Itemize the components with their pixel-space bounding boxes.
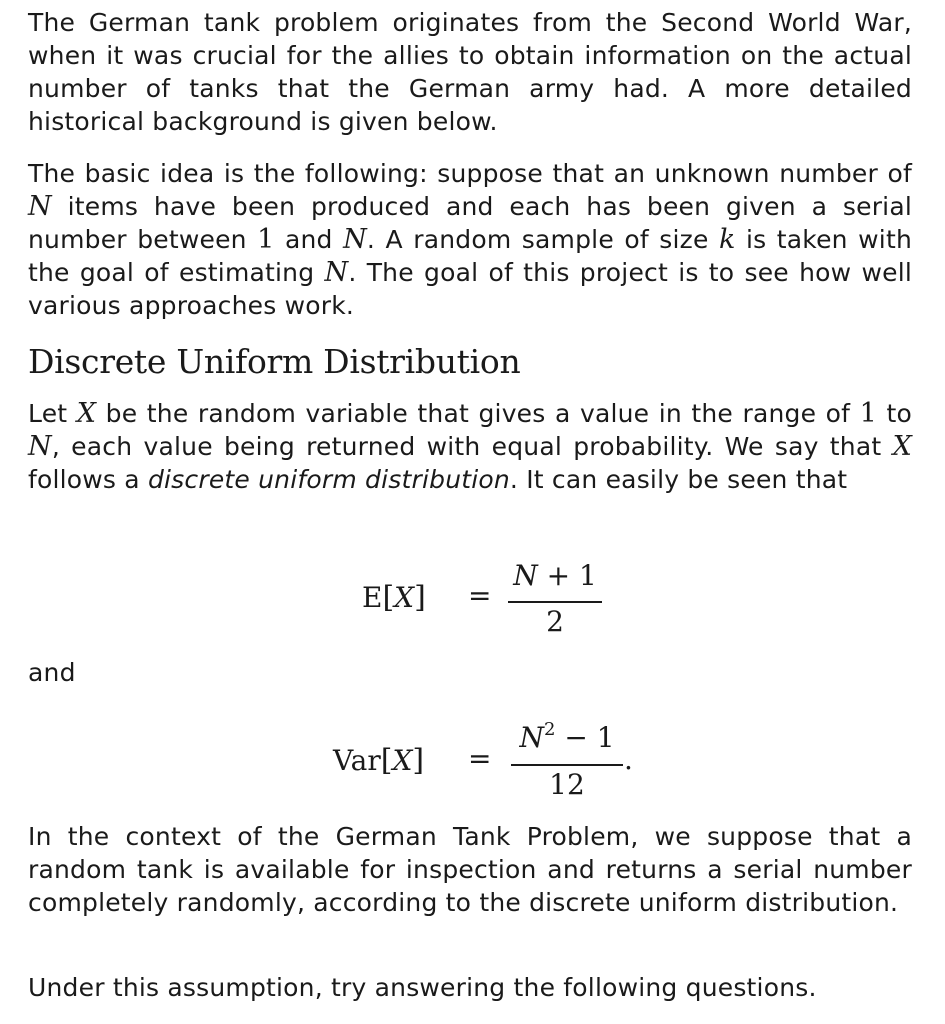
exponent: 2 bbox=[543, 719, 556, 740]
fraction-numerator bbox=[511, 721, 623, 754]
math-var-N: N bbox=[519, 721, 544, 754]
numerator-rest: − 1 bbox=[555, 721, 615, 754]
connector-text: and bbox=[28, 658, 76, 687]
section-paragraph-1 bbox=[28, 397, 912, 496]
numerator-rest: + 1 bbox=[537, 559, 597, 592]
math-number-1: 1 bbox=[859, 398, 878, 429]
math-var-X: X bbox=[892, 431, 912, 462]
math-var-N: N bbox=[28, 431, 52, 462]
operator-name: Var bbox=[333, 744, 381, 777]
math-var-k: k bbox=[718, 224, 736, 255]
section-heading: Discrete Uniform Distribution bbox=[28, 342, 521, 381]
math-var-X: X bbox=[392, 744, 413, 777]
text-run: items have been produced and each has been given a serial number between bbox=[28, 192, 912, 254]
left-bracket: [ bbox=[382, 580, 395, 615]
math-var-N: N bbox=[343, 224, 367, 255]
fraction-bar bbox=[511, 764, 623, 766]
fraction-bar bbox=[508, 601, 602, 603]
equals-sign: = bbox=[468, 742, 492, 775]
fraction-denominator: 2 bbox=[546, 605, 564, 638]
section-paragraph-2: In the context of the German Tank Problem, we suppose that a random tank is available for inspection and returns a serial number completely randomly, according to the discrete uniform distribution. bbox=[28, 822, 912, 917]
math-var-N: N bbox=[513, 559, 538, 592]
text-run: . The goal of this project is to see how well various approaches work. bbox=[28, 258, 913, 320]
math-var-X: X bbox=[76, 398, 97, 429]
equation-lhs bbox=[362, 580, 426, 615]
intro-paragraph-1: The German tank problem originates from the Second World War, when it was crucial for the allies to obtain information on the actual number of tanks that the German army had. A more detailed historical background is given below. bbox=[28, 8, 912, 136]
text-run: be the random variable that gives a value in the range of bbox=[96, 399, 860, 428]
left-bracket: [ bbox=[380, 743, 393, 778]
section-paragraph-3: Under this assumption, try answering the following questions. bbox=[28, 973, 817, 1002]
right-bracket: ] bbox=[412, 743, 425, 778]
text-run: is taken with the goal of estimating bbox=[28, 225, 912, 287]
text-run: Let bbox=[28, 399, 77, 428]
math-var-X: X bbox=[394, 581, 415, 614]
math-var-N: N bbox=[28, 191, 52, 222]
operator-name: E bbox=[362, 581, 383, 614]
text-run: to bbox=[877, 399, 912, 428]
fraction-numerator bbox=[508, 559, 602, 592]
equation-lhs bbox=[333, 743, 424, 778]
text-run: , each value being returned with equal probability. We say that bbox=[51, 432, 893, 461]
trailing-period: . bbox=[624, 743, 633, 776]
text-run: follows a bbox=[28, 465, 148, 494]
text-run: . A random sample of size bbox=[366, 225, 719, 254]
emphasized-term: discrete uniform distribution bbox=[147, 465, 510, 494]
intro-paragraph-2 bbox=[28, 157, 912, 322]
text-run: The basic idea is the following: suppose that an unknown number of bbox=[28, 159, 912, 188]
right-bracket: ] bbox=[414, 580, 426, 615]
equals-sign: = bbox=[468, 579, 492, 612]
math-number-1: 1 bbox=[257, 224, 275, 255]
fraction-denominator: 12 bbox=[549, 768, 585, 801]
text-run: and bbox=[274, 225, 344, 254]
math-var-N: N bbox=[324, 257, 349, 288]
text-run: . It can easily be seen that bbox=[509, 465, 848, 494]
